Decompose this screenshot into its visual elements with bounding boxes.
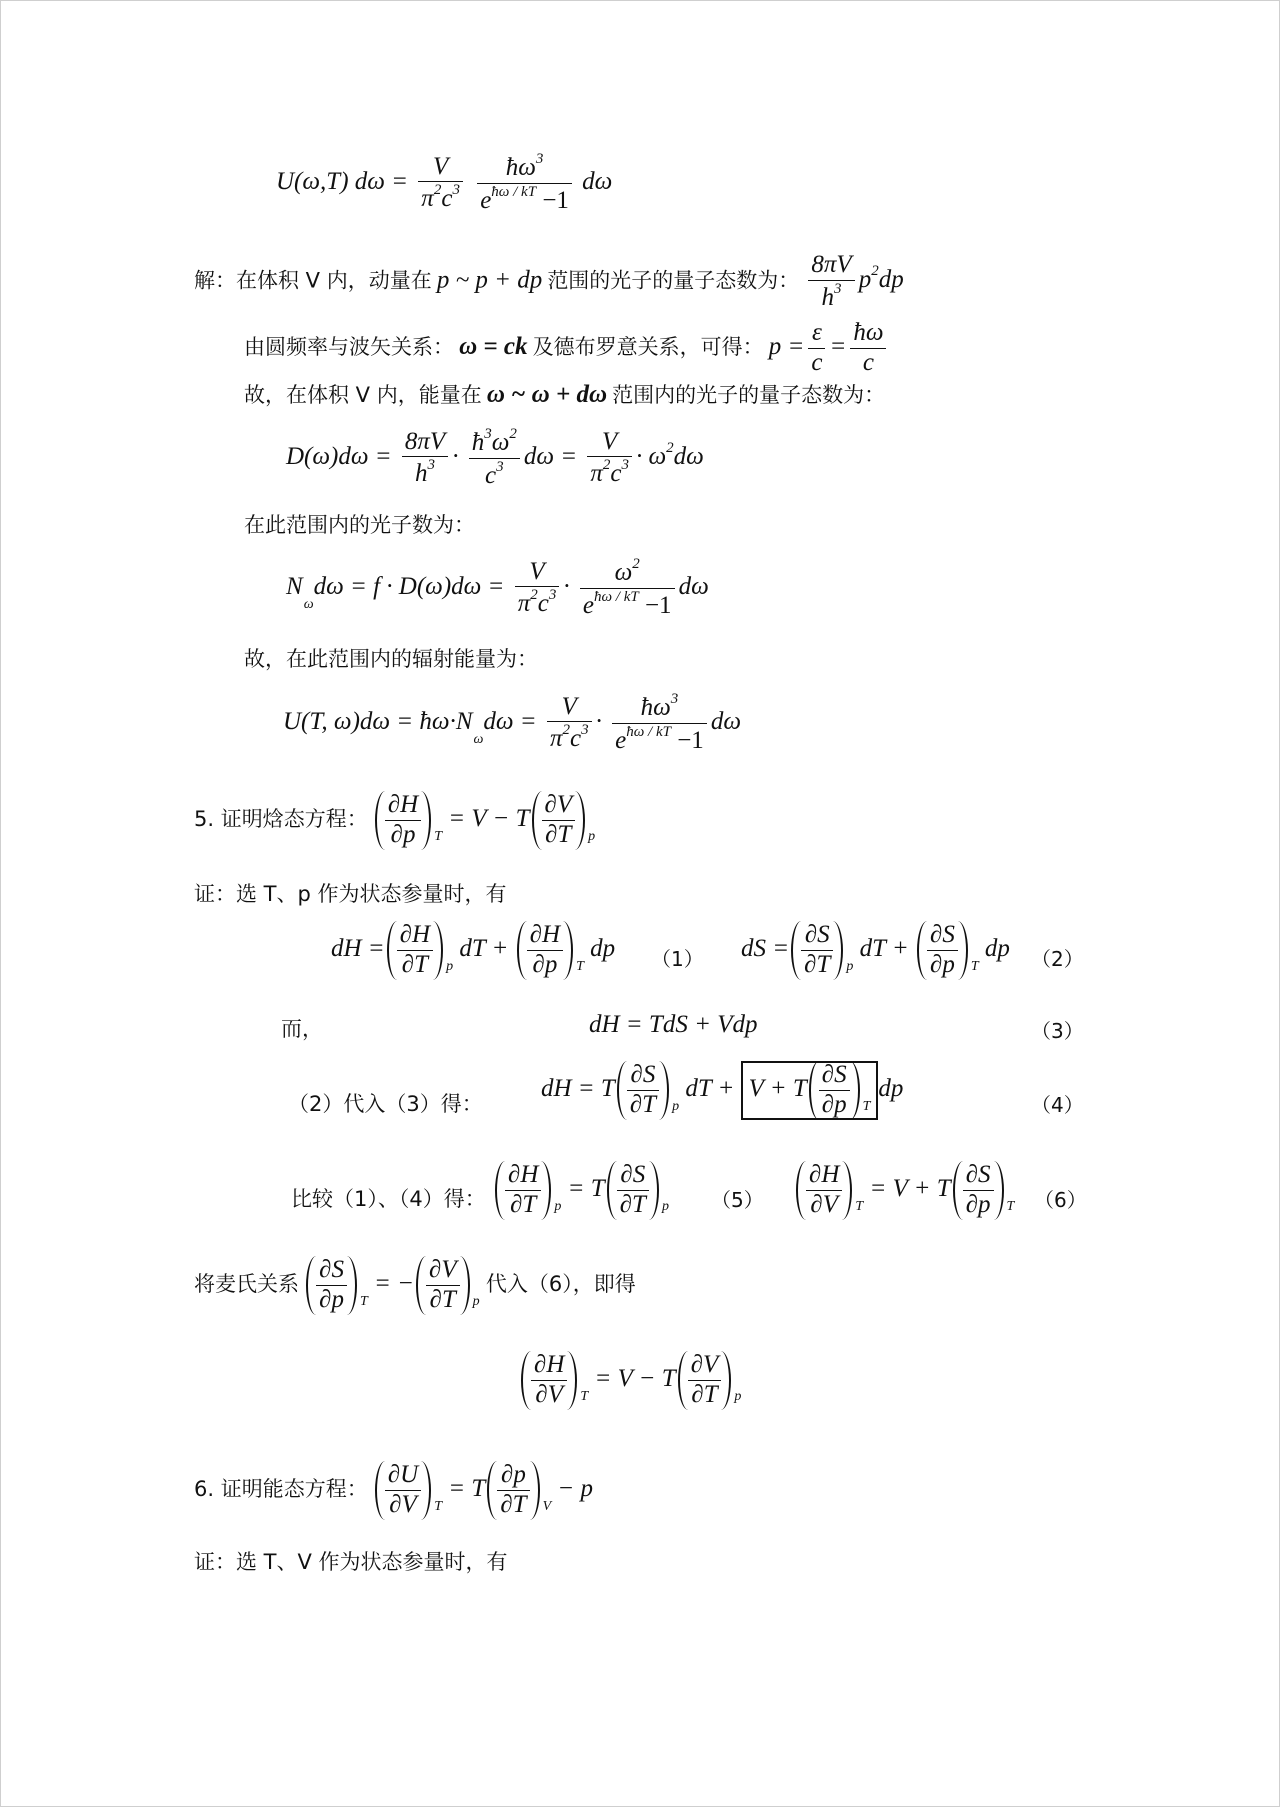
planck-formula: U(ω,T) dω = $\frac{V}{\pi^2c^3}$ $\frac{ħ\omega^3}{e^{ħ\omega / kT} -1}$ dω: [276, 151, 613, 214]
maxwell-relation: $\frac{\partial S}{\partial p}$ $_T$ = − $\frac{\partial V}{\partial T}$ $_p$: [304, 1270, 486, 1297]
photon-count-text: 在此范围内的光子数为：: [244, 513, 475, 537]
equation-4: dH = T $\frac{\partial S}{\partial T}$ $_p$ dT + V + T $\frac{\partial S}{\partial p}$ $_T$dp: [541, 1061, 904, 1118]
dispersion-line: [244, 319, 890, 378]
problem-6-label: 6. 证明能态方程：: [194, 1476, 368, 1501]
dispersion-relation: ω = ck: [459, 332, 528, 360]
equation-3-prefix: 而，: [281, 1017, 323, 1041]
equation-3-tag: （3）: [1031, 1019, 1084, 1043]
maxwell-prefix: 将麦氏关系: [194, 1271, 299, 1296]
radiation-energy-formula: U(T, $\omega)d\omega = ħ\omega\cdot N_\omega d\omega$ = $\frac{V}{\pi^2c^3}$ · $\frac{ħ\omega^3}{e^{ħ\omega / kT} -1}$ dω: [283, 691, 741, 754]
solution-line: [194, 251, 904, 313]
enthalpy-equation-result: $\frac{\partial H}{\partial V}$ $_T$ = V − T $\frac{\partial V}{\partial T}$ $_p$: [519, 1351, 741, 1410]
maxwell-suffix: 代入（6），即得: [485, 1271, 636, 1296]
dispersion-text-b: 及德布罗意关系，可得：: [532, 334, 764, 359]
radiation-energy-text: 故，在此范围内的辐射能量为：: [244, 647, 538, 671]
frequency-range: ω ~ ω + dω: [486, 381, 608, 408]
momentum-range: p ~ p + dp: [436, 266, 543, 294]
problem-5-label: 5. 证明焓态方程：: [194, 806, 368, 831]
equation-5-tag: （5）: [711, 1188, 764, 1212]
dispersion-text-a: 由圆频率与波矢关系：: [244, 334, 454, 359]
problem-5-line: [194, 791, 595, 850]
density-of-states-formula: D(ω)dω = $\frac{8\pi V}{h^3}$ · $\frac{ħ^3\omega^2}{c^3}$ dω = $\frac{V}{\pi^2c^3}$ · $\omega^2d\omega$: [286, 426, 704, 489]
equation-6-tag: （6）: [1034, 1188, 1087, 1212]
energy-range-text-b: 范围内的光子的量子态数为：: [612, 383, 886, 407]
equation-5: $\frac{\partial H}{\partial T}$ $_p$ = T $\frac{\partial S}{\partial T}$ $_p$: [493, 1161, 669, 1220]
enthalpy-equation-statement: $\frac{\partial H}{\partial p}$ $_T$ = V − T $\frac{\partial V}{\partial T}$ $_p$: [373, 805, 595, 832]
problem-6-line: [194, 1461, 593, 1520]
equation-1: dH = $\frac{\partial H}{\partial T}$ $_p$ dT + $\frac{\partial H}{\partial p}$ $_T$ dp: [331, 921, 616, 978]
equation-3: dH = TdS + Vdp: [589, 1011, 758, 1038]
equation-6: $\frac{\partial H}{\partial V}$ $_T$ = V + T $\frac{\partial S}{\partial p}$ $_T$: [794, 1161, 1014, 1220]
equation-1-tag: （1）: [651, 947, 704, 971]
energy-range-text-a: 故，在体积 V 内，能量在: [244, 383, 482, 407]
equation-2: dS = $\frac{\partial S}{\partial T}$ $_p$ dT + $\frac{\partial S}{\partial p}$ $_T$ dp: [741, 921, 1010, 978]
proof-6-intro: 证：选 T、V 作为状态参量时，有: [194, 1550, 508, 1574]
state-count-formula: $\frac{8\pi V}{h^3}$ $p^2dp$: [804, 266, 903, 293]
equation-4-prefix: （2）代入（3）得：: [288, 1092, 483, 1116]
photon-number-formula: $N_\omega d\omega = f \cdot D(\omega)d\omega$ = $\frac{V}{\pi^2c^3}$ · $\frac{\omega^2}{e^{ħ\omega / kT} -1}$ dω: [286, 556, 709, 619]
equation-4-tag: （4）: [1031, 1093, 1084, 1117]
de-broglie-relation: p = $\frac{\varepsilon}{c}$ = $\frac{ħ\omega}{c}$: [769, 333, 891, 360]
proof-5-intro: 证：选 T、p 作为状态参量时，有: [194, 882, 507, 906]
maxwell-line: [194, 1256, 636, 1315]
equation-2-tag: （2）: [1031, 947, 1084, 971]
solution-intro-range-text: 范围的光子的量子态数为：: [547, 268, 800, 293]
solution-intro-text: 解：在体积 V 内，动量在: [194, 268, 432, 293]
compare-prefix: 比较（1）、（4）得：: [291, 1187, 486, 1211]
energy-range-line: [244, 379, 885, 409]
energy-equation-statement: $\frac{\partial U}{\partial V}$ $_T$ = T $\frac{\partial p}{\partial T}$ $_V$ − p: [373, 1475, 593, 1502]
